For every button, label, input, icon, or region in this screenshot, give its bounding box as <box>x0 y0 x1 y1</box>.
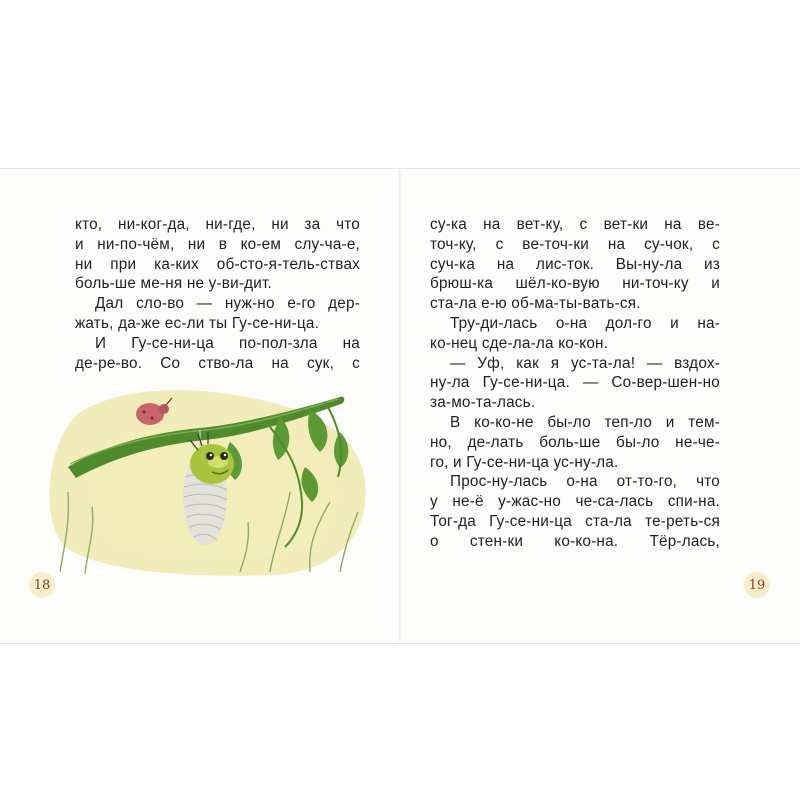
text-line: и ни-по-чём, ни в ко-ем слу-ча-е, <box>75 235 360 253</box>
text-line: суч-ка на лис-ток. Вы-ну-ла из <box>430 255 720 273</box>
text-line: за-мо-та-лась. <box>430 394 536 412</box>
text-line: кто, ни-ког-да, ни-где, ни за что <box>75 216 360 233</box>
text-line: ни при ка-ких об-сто-я-тель-ствах <box>75 255 360 273</box>
text-line: жать, да-же ес-ли ты Гу-се-ни-ца. <box>75 314 320 332</box>
left-page-text <box>75 215 360 373</box>
text-line: И Гу-се-ни-ца по-пол-зла на <box>95 334 360 352</box>
text-line: ко-нец сде-ла-ла ко-кон. <box>430 334 609 352</box>
page-number-left: 18 <box>29 572 55 598</box>
text-line: Тру-ди-лась о-на дол-го и на- <box>450 314 720 332</box>
text-line: точ-ку, с ве-точ-ки на су-чок, с <box>430 235 720 253</box>
text-line: — Уф, как я ус-та-ла! — вздох- <box>450 354 720 372</box>
caterpillar-illustration <box>40 372 370 577</box>
text-line: у не-ё у-жас-но че-са-лась спи-на. <box>430 493 720 511</box>
text-line: брюш-ка шёл-ко-вую ни-точ-ку и <box>430 275 720 293</box>
text-line: ста-ла е-ю об-ма-ты-вать-ся. <box>430 295 641 313</box>
text-line: Дал сло-во — нуж-но е-го дер- <box>95 295 360 313</box>
text-line: ну-ла Гу-се-ни-ца. — Со-вер-шен-но <box>430 374 720 392</box>
page-number-right: 19 <box>744 572 770 598</box>
text-line: В ко-ко-не бы-ло теп-ло и тем- <box>450 413 720 431</box>
text-line: о стен-ки ко-ко-на. Тёр-лась, <box>430 532 720 550</box>
text-line: Тог-да Гу-се-ни-ца ста-ла те-реть-ся <box>430 512 720 530</box>
book-gutter <box>399 168 401 642</box>
text-line: су-ка на вет-ку, с вет-ки на ве- <box>430 216 720 233</box>
text-line: но, де-лать боль-ше бы-ло не-че- <box>430 433 720 451</box>
text-line: де-ре-во. Со ство-ла на сук, с <box>75 354 360 372</box>
right-page-text <box>430 215 720 552</box>
text-line: го, и Гу-се-ни-ца ус-ну-ла. <box>430 453 619 471</box>
text-line: боль-ше ме-ня не у-ви-дит. <box>75 275 272 293</box>
text-line: Прос-ну-лась о-на от-то-го, что <box>450 473 720 491</box>
